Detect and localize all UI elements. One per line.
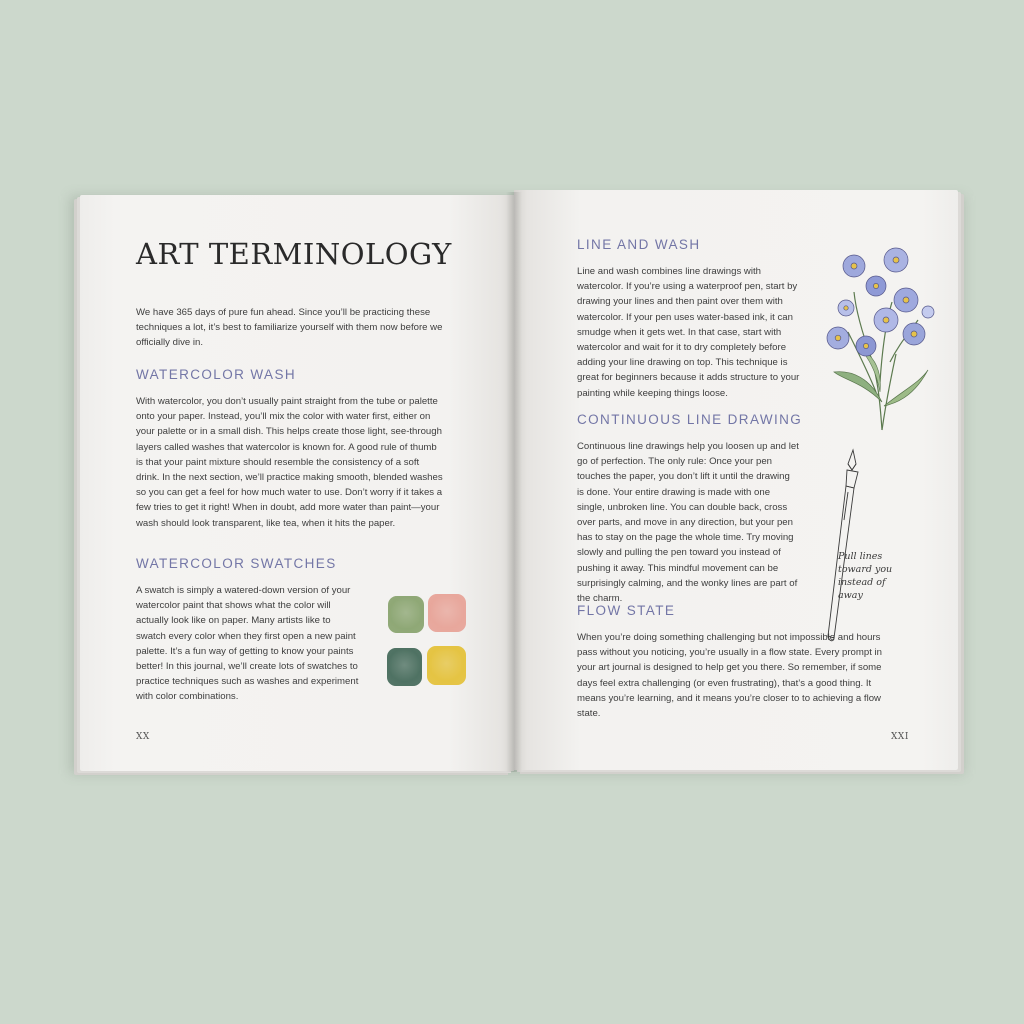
pen-illustration [824,448,864,644]
hand-note-line: instead of [838,577,886,588]
swatch-yellow [427,646,466,685]
pen-hand-note [838,550,918,602]
flow-state-paragraph: When you’re doing something challenging but not impossible and hours pass without you noticing, you’re usually in a flow state. Every prompt in your art journal is designed to help get you there. So remember, if some days feel extra challenging (or even frustrating), that’s a good thing. It means you’re learning, and it means you’re closer to to achieving a flow state. [577,632,883,720]
page-number-left: XX [136,732,150,742]
book-gutter [506,192,522,772]
continuous-line-drawing-paragraph: Continuous line drawings help you loosen up and let go of perfection. The only rule: Once your pen touches the paper, you don’t lift it until the drawing is done. Your entire drawing is made with one single, unbroken line. You can double back, cross over parts, and move in any direction, but your pen has to stay on the page the whole time. Try moving slowly and pulling the pen toward you instead of pushing it away. This mindful movement can be surprisingly calming, and the wonky lines are part of the charm. [577,441,799,605]
page-number-right: XXI [891,732,909,742]
watercolor-wash-paragraph: With watercolor, you don’t usually paint straight from the tube or palette onto your paper. Instead, you’ll mix the color with water first, either on your palette or in a small dish. This helps create those light, see-through layers called washes that watercolor is known for. A good rule of thumb is that your paint mixture should resemble the consistency of a soft drink. In the next section, we’ll practice making smooth, blended washes so you can get a feel for how much water to use. Don’t worry if it takes a few tries to get it right! When in doubt, add more water than paint—your wash should look transparent, like tea, when it hits the paper. [136,396,443,529]
intro-paragraph: We have 365 days of pure fun ahead. Since you’ll be practicing these techniques a lot, it’s best to familiarize yourself with them now before we officially dive in. [136,307,443,349]
flower-illustration [810,242,940,432]
left-page [80,195,514,771]
section-heading-watercolor-wash: WATERCOLOR WASH [136,367,297,382]
hand-note-line: toward you [838,564,893,575]
section-heading-watercolor-swatches: WATERCOLOR SWATCHES [136,556,337,571]
page-title: ART TERMINOLOGY [136,237,452,271]
watercolor-swatches-paragraph: A swatch is simply a watered-down version of your watercolor paint that shows what the color will actually look like on paper. Many artists like to swatch every color when they first open a new paint palette. It’s a fun way of getting to know your paints better! In this journal, we’ll create lots of swatches to practice techniques such as washes and experiment with color combinations. [136,585,359,703]
line-and-wash-paragraph: Line and wash combines line drawings with watercolor. If you’re using a waterproof pen, start by drawing your lines and then paint over them with watercolor. If your pen uses water-based ink, it can smudge when it gets wet. In that case, start with watercolor and wait for it to dry completely before adding your line drawing on top. This technique is great for beginners because it adds structure to your painting while keeping things loose. [577,266,800,399]
hand-note-line: Pull lines [838,551,883,562]
section-heading-flow-state: FLOW STATE [577,603,676,618]
swatch-teal [387,648,422,686]
section-heading-line-and-wash: LINE AND WASH [577,237,701,252]
hand-note-line: away [838,590,863,601]
section-heading-continuous-line-drawing: CONTINUOUS LINE DRAWING [577,412,803,427]
right-page [514,190,958,770]
swatch-green [388,596,424,633]
swatch-pink [428,594,466,632]
